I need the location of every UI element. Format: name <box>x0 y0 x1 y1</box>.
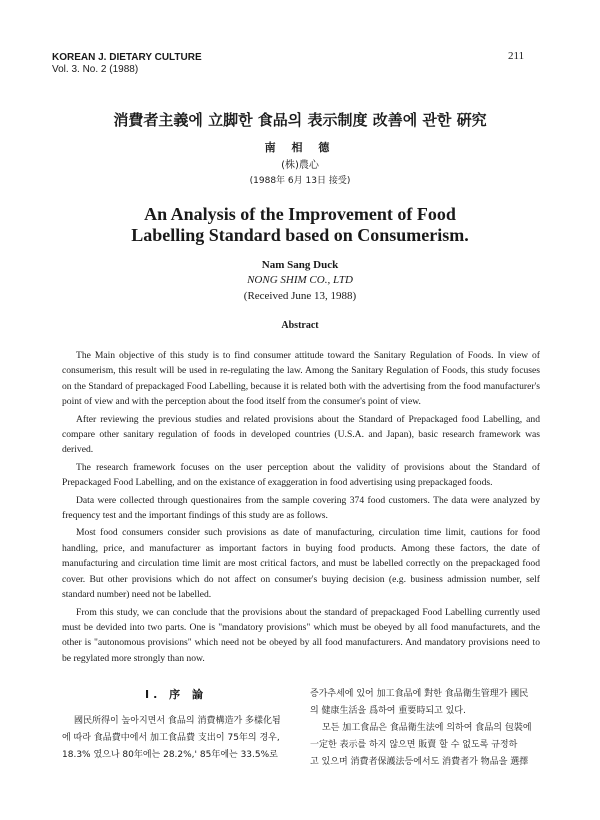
body-line: 모든 加工食品은 食品衛生法에 의하여 食品의 包裝에 <box>322 723 532 733</box>
korean-affiliation: (株)農心 <box>281 160 319 171</box>
journal-volume: Vol. 3. No. 2 (1988) <box>52 64 139 75</box>
body-line: 國民所得이 높아지면서 食品의 消費構造가 多樣化됨 <box>74 716 281 726</box>
body-line: 에 따라 食品費中에서 加工食品費 支出이 75年의 경우, <box>62 733 280 743</box>
english-title-line-1: An Analysis of the Improvement of Food <box>144 204 456 224</box>
abstract-heading: Abstract <box>281 320 319 331</box>
body-line: 증가추세에 있어 加工食品에 對한 食品衛生管理가 國民 <box>310 689 529 699</box>
english-title-line-2: Labelling Standard based on Consumerism. <box>131 225 469 245</box>
abstract-body <box>62 348 540 668</box>
english-title <box>0 204 600 246</box>
body-line: 의 健康生活을 爲하여 重要時되고 있다. <box>310 706 466 716</box>
page-number: 211 <box>508 50 525 62</box>
abstract-paragraph: Data were collected through questionaires from the sample covering 374 food customers. The data were analyzed by frequency test and the important findings of this study are as follows. <box>62 494 540 522</box>
body-line: 一定한 表示를 하지 않으면 販賣 할 수 없도록 규정하 <box>310 740 518 750</box>
journal-name: KOREAN J. DIETARY CULTURE <box>52 52 202 63</box>
korean-title: 消費者主義에 立脚한 食品의 表示制度 改善에 관한 硏究 <box>113 111 487 129</box>
english-received-date: (Received June 13, 1988) <box>243 290 357 302</box>
section-heading-introduction: Ⅰ. 序 論 <box>145 688 207 701</box>
abstract-paragraph: From this study, we can conclude that the provisions about the standard of prepackaged Food Labelling currently used must be devided into two parts. One is "mandatory provisions" which must be obeyed by all food manufacturets, and the other is "autonomous provisions" which need not be obeyed by all food manufacturers. And mandatory provisions need to be regylated more strongly than now. <box>62 606 540 664</box>
english-affiliation: NONG SHIM CO., LTD <box>247 274 353 286</box>
abstract-paragraph: After reviewing the previous studies and related provisions about the Standard of Prepackaged food Labelling, and compare other sanitary regulation of foods in developed countries (U.S.A. and Japan), basic research framework was derived. <box>62 413 540 456</box>
body-line: 18.3% 였으나 80年에는 28.2%,' 85年에는 33.5%로 <box>62 750 278 760</box>
abstract-paragraph: The research framework focuses on the user perception about the validity of provisions about the Standard of Prepackaged Food Labelling, and on the existance of exaggeration in food advertising using prepackaged foods. <box>62 461 540 489</box>
body-column-left <box>62 686 290 764</box>
journal-header <box>52 52 202 76</box>
abstract-paragraph: The Main objective of this study is to find consumer attitude toward the Sanitary Regulation of Foods. In view of consumerism, this result will be used in re-regulating the law. Among the Sanitary Regulation of Foods, this study focuses on the Standard of prepackaged Food Labelling, because it is related both with the advertising from the food manufacturer's point of view and with the perception about the food itself from the consumer's point of view. <box>62 350 540 408</box>
body-column-right <box>310 686 538 771</box>
korean-author: 南 相 德 <box>264 141 336 154</box>
english-author: Nam Sang Duck <box>261 259 339 271</box>
body-line: 고 있으며 消費者保護法등에서도 消費者가 物品을 選擇 <box>310 757 529 767</box>
abstract-paragraph: Most food consumers consider such provisions as date of manufacturing, circulation time limit, cautions for food handling, price, and manufacturer as important factors in buying food products. Among these factors, the date of manufacturing and circulation time limit are most critical factors, and must be labelled correctly on the prepackaged food cover. But other provisions which do not affect on consumer's buying decision (e.g. business admission number, self standard number) need not be labelled. <box>62 527 540 601</box>
korean-received-date: (1988年 6月 13日 接受) <box>249 176 351 186</box>
